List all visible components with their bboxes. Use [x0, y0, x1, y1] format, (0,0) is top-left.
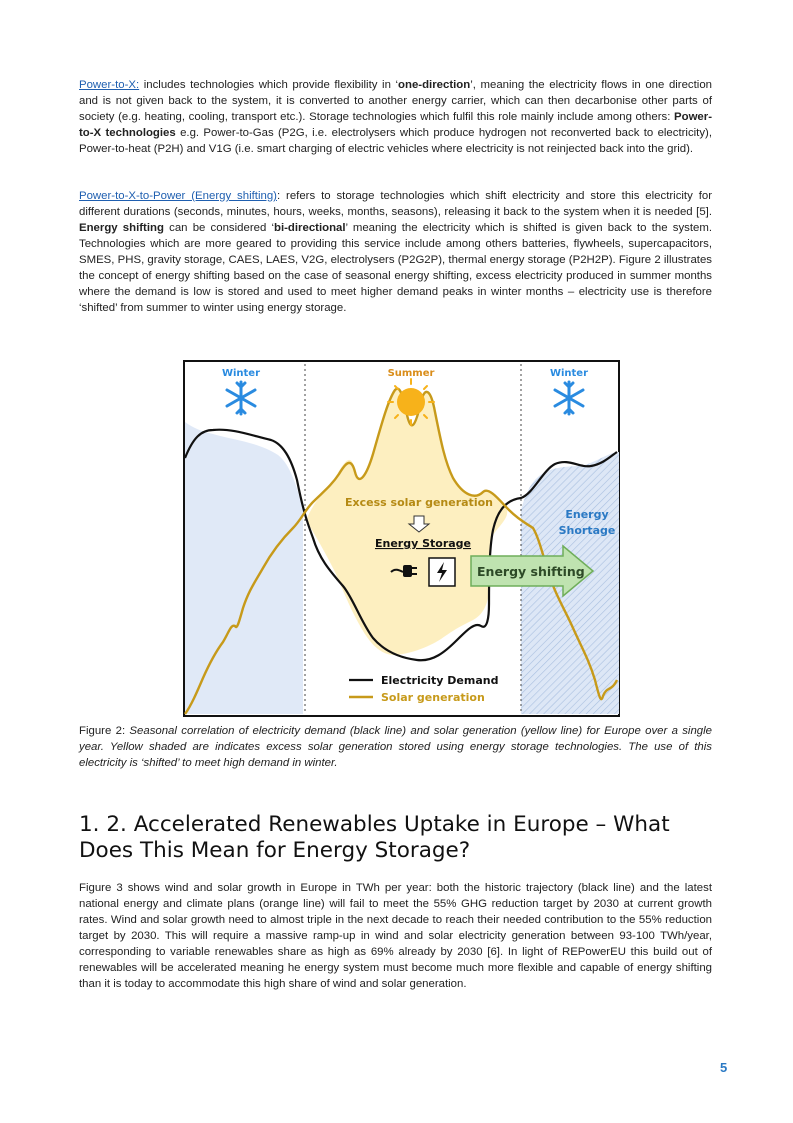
- p2-bold-1: Energy shifting: [79, 222, 164, 234]
- energy-shortage-label-line1: Energy: [565, 508, 609, 521]
- page-number: 5: [720, 1060, 728, 1075]
- section-heading: 1. 2. Accelerated Renewables Uptake in Europe – What Does This Mean for Energy Storage?: [79, 812, 670, 863]
- p1-text-1: includes technologies which provide flexibility in ‘: [139, 79, 399, 91]
- legend-demand-label: Electricity Demand: [381, 674, 499, 687]
- legend-solar-label: Solar generation: [381, 691, 485, 704]
- season-label-summer: Summer: [387, 368, 435, 379]
- caption-label: Figure 2:: [79, 725, 126, 737]
- energy-shortage-label-line2: Shortage: [558, 524, 616, 537]
- p2-text-2: can be considered ‘: [163, 222, 275, 234]
- caption-text: Seasonal correlation of electricity demand (black line) and solar generation (yellow line) for Europe over a single year. Yellow shaded are indicates excess solar generation stored using energy storage technologies. The use of this electricity is ‘shifted’ to meet high demand in winter.: [79, 725, 713, 769]
- p2-text-3: ’ meaning the electricity which is shifted is given back to the system. Technologies which are more geared to providing this service include among others batteries, flywheels, supercapacitors, SMES, PHS, gravity storage, CAES, LAES, V2G, electrolysers (P2G2P), thermal energy storage (P2H2P). Figure 2 illustrates the concept of energy shifting based on the case of seasonal energy shifting, excess electricity produced in summer months where the demand is low is stored and used to meet higher demand peaks in winter months – electricity use is therefore ‘shifted’ from summer to winter using energy storage.: [79, 222, 712, 314]
- power-to-x-paragraph: [79, 77, 712, 157]
- seasonal-energy-shifting-figure: [183, 360, 620, 717]
- p2-bold-2: bi-directional: [274, 222, 346, 234]
- power-to-x-link[interactable]: Power-to-X:: [79, 79, 140, 91]
- p1-text-2: ’, meaning the electricity flows in one direction and is not given back to the system, it is converted to another energy carrier, which can then decarbonise other parts of society (e.g. heating, cooling, transport etc.). Storage technologies which fulfil this role mainly include among others:: [79, 79, 712, 123]
- season-label-winter-right: Winter: [549, 368, 589, 379]
- p1-bold-1: one-direction: [398, 79, 471, 91]
- p2-text-1: : refers to storage technologies which shift electricity and store this electricity for different durations (seconds, minutes, hours, weeks, months, seasons), releasing it back to the system when it is needed [5].: [79, 190, 712, 218]
- battery-bolt-icon: [429, 558, 455, 586]
- p1-text-3: e.g. Power-to-Gas (P2G, i.e. electrolysers which produce hydrogen not reconverted back to electricity), Power-to-heat (P2H) and V1G (i.e. smart charging of electric vehicles where electricity is not reinjected back into the grid).: [79, 127, 712, 155]
- winter-left-shortage-fill: [185, 422, 303, 714]
- energy-storage-label: Energy Storage: [374, 537, 472, 550]
- renewables-paragraph: Figure 3 shows wind and solar growth in Europe in TWh per year: both the historic trajectory (black line) and the latest national energy and climate plans (orange line) will fail to meet the 55% GHG reduction target by 2030 at current growth rates. Wind and solar growth need to almost triple in the next decade to reach their needed contribution to the 55% reduction target by 2030. This will require a massive ramp-up in wind and solar electricity generation between 93-100 TWh/year, corresponding to variable renewables share as high as 69% already by 2030 [6]. In light of REPowerEU this build out of renewables will be accelerated meaning he energy system must become much more flexible and capable of energy shifting than it is today to accommodate this high share of wind and solar generation.: [79, 882, 712, 990]
- energy-shifting-label: Energy shifting: [477, 564, 585, 579]
- energy-shifting-paragraph: [79, 188, 712, 316]
- excess-solar-label: Excess solar generation: [345, 496, 493, 509]
- p1-bold-2: Power-to-X technologies: [79, 111, 712, 139]
- energy-shifting-link[interactable]: Power-to-X-to-Power (Energy shifting): [79, 190, 277, 202]
- figure-caption: [79, 723, 712, 771]
- season-label-winter-left: Winter: [221, 368, 261, 379]
